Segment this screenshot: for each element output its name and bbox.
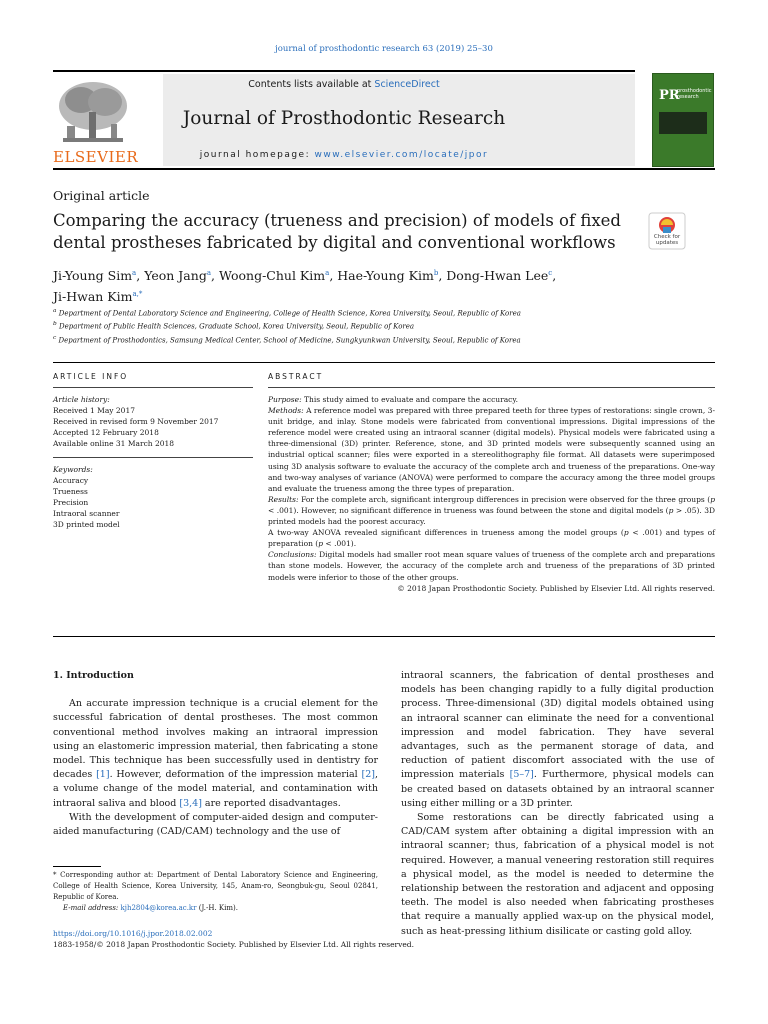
- journal-header: [53, 74, 635, 166]
- keyword: Trueness: [53, 487, 88, 496]
- elsevier-wordmark: ELSEVIER: [53, 148, 139, 166]
- doi-link[interactable]: https://doi.org/10.1016/j.jpor.2018.02.002: [53, 929, 213, 938]
- keyword: Precision: [53, 498, 89, 507]
- article-history: [53, 394, 253, 449]
- keywords: [53, 464, 253, 530]
- intro-paragraph-2-cont: intraoral scanners, the fabrication of dental prostheses and models has been changing rapidly to a fully digital production process. Three-dimensional (3D) digital models obtained using an intraoral scanner can eliminate the need for a conventional impression and model fabrication. They have several advantages, such as the permanent storage of data, and reduction of patient discomfort associated with the use of impression materials [5–7]. Furthermore, physical models can be created based on datasets obtained by an intraoral scanner using either milling or a 3D printer.: [401, 670, 714, 809]
- affiliation: $^c$ Department of Prosthodontics, Samsung Medical Center, School of Medicine, Sungkyunkwan University, Seoul, Republic of Korea: [53, 334, 521, 344]
- abstract-anova: A two-way ANOVA revealed significant differences in trueness among the model groups (p < .001) and types of preparation (p < .001).: [268, 528, 715, 549]
- affiliation: $^a$ Department of Dental Laboratory Science and Engineering, College of Health Science, Korea University, Seoul, Republic of Korea: [53, 308, 521, 318]
- cover-subtitle: prosthodontic research: [677, 88, 712, 100]
- issn-copyright: 1883-1958/© 2018 Japan Prosthodontic Society. Published by Elsevier Ltd. All rights reserved.: [53, 940, 414, 949]
- intro-paragraph-1: An accurate impression technique is a crucial element for the successful fabrication of dental prostheses. The most common conventional method involves making an intraoral impression using an elastomeric impression material, then fabricating a stone model. This technique has been successfully used in dentistry for decades [1]. However, deformation of the impression material [2], a volume change of the model material, and contamination with intraoral saliva and blood [3,4] are reported disadvantages.: [53, 698, 379, 809]
- keyword: Intraoral scanner: [53, 509, 120, 518]
- author-list: [53, 264, 693, 306]
- keyword: 3D printed model: [53, 520, 120, 529]
- crossmark-line2: updates: [655, 240, 679, 246]
- history-label: Article history:: [53, 395, 110, 404]
- doi-block: [53, 928, 414, 950]
- reference-link[interactable]: [1]: [96, 769, 110, 781]
- abstract-heading: ABSTRACT: [268, 372, 324, 381]
- history-item: Received 1 May 2017: [53, 406, 135, 415]
- article-info-heading: ARTICLE INFO: [53, 372, 129, 381]
- history-item: Received in revised form 9 November 2017: [53, 417, 219, 426]
- corresponding-author: * Corresponding author at: Department of Dental Laboratory Science and Engineering, College of Health Science, Korea University, 145, Anam-ro, Seongbuk-gu, Seoul 02841, Republic of Korea.: [53, 871, 378, 901]
- homepage-prefix: journal homepage:: [199, 150, 315, 160]
- article-type: Original article: [53, 188, 150, 203]
- reference-link[interactable]: [3,4]: [179, 797, 202, 809]
- reference-link[interactable]: [5–7]: [509, 769, 534, 781]
- abstract-conclusions: Conclusions: Digital models had smaller root mean square values of trueness of the complete arch and preparations than stone models. However, the accuracy of the complete arch and trueness of the preparations of 3D printed models were inferior to those of the other groups.: [268, 550, 715, 582]
- keywords-label: Keywords:: [53, 465, 93, 474]
- homepage-line: [53, 150, 635, 160]
- author: Ji-Young Sim$^a$,: [53, 268, 145, 284]
- section-rule: [53, 362, 715, 363]
- check-for-updates-button[interactable]: [648, 212, 686, 250]
- abstract-copyright: © 2018 Japan Prosthodontic Society. Published by Elsevier Ltd. All rights reserved.: [397, 583, 715, 593]
- author: Ji-Hwan Kim$^{a,*}$: [53, 289, 143, 305]
- contents-line: [53, 79, 635, 90]
- author: Dong-Hwan Lee$^c$,: [446, 268, 557, 284]
- author: Woong-Chul Kim$^a$,: [218, 268, 338, 284]
- footnote: [53, 870, 378, 914]
- cover-image: [659, 112, 707, 134]
- email-line: E-mail address: kjh2804@korea.ac.kr (J.-H. Kim).: [63, 904, 238, 912]
- abstract-results: Results: For the complete arch, significant intergroup differences in precision were observed for the three groups (p < .001). However, no significant difference in trueness was found between the stone and digital models (p > .05). 3D printed models had the poorest accuracy.: [268, 494, 715, 527]
- sciencedirect-link[interactable]: ScienceDirect: [374, 79, 440, 90]
- intro-heading: 1. Introduction: [53, 670, 134, 681]
- body-column-left: [53, 669, 378, 839]
- abstract-body: [268, 394, 715, 594]
- affiliation: $^b$ Department of Public Health Sciences, Graduate School, Korea University, Seoul, Republic of Korea: [53, 321, 415, 331]
- info-rule: [53, 387, 253, 388]
- intro-paragraph-3: Some restorations can be directly fabricated using a CAD/CAM system after obtaining a digital impression with an intraoral scanner; thus, fabrication of a physical model is not required. However, a manual veneering restoration still requires a physical model, as the model is needed to determine the relationship between the restoration and adjacent and opposing teeth. The model is also needed when fabricating prostheses that require a manually applied wax-up on the physical model, such as heat-pressing lithium disilicate or casting gold alloy.: [401, 812, 714, 937]
- body-column-right: [401, 669, 714, 939]
- reference-link[interactable]: [2]: [361, 769, 375, 781]
- affiliations: [53, 306, 693, 346]
- journal-cover: [652, 73, 714, 167]
- author: Hae-Young Kim$^b$,: [337, 268, 447, 284]
- article-title: Comparing the accuracy (trueness and precision) of models of fixed dental prostheses fabricated by digital and conventional workflows: [53, 211, 621, 252]
- email-link[interactable]: kjh2804@korea.ac.kr: [120, 904, 197, 912]
- info-rule-2: [53, 457, 253, 458]
- history-item: Available online 31 March 2018: [53, 439, 175, 448]
- homepage-link[interactable]: www.elsevier.com/locate/jpor: [314, 150, 489, 160]
- abstract-methods: Methods: A reference model was prepared with three prepared teeth for three types of restorations: single crown, 3-unit bridge, and inlay. Stone models were fabricated from conventional impressions. Digital impressions of the reference model were created using an intraoral scanner (digital models). Physical models were fabricated using a three-dimensional (3D) printer. Reference, stone, and 3D printed models were subsequently scanned using an industrial optical scanner; files were exported in a stereolithography file format. All datasets were superimposed using 3D analysis software to evaluate the accuracy of the complete arch and trueness of the preparations. One-way and two-way analyses of variance (ANOVA) were performed to compare the accuracy among the three model groups and evaluate the trueness among the three types of preparation.: [268, 406, 715, 493]
- keyword: Accuracy: [53, 476, 89, 485]
- intro-paragraph-2: With the development of computer-aided design and computer-aided manufacturing (CAD/CAM) technology and the use of: [53, 811, 378, 838]
- section-rule-2: [53, 636, 715, 637]
- footnote-rule: [53, 866, 101, 867]
- header-bottom-rule: [53, 168, 715, 170]
- history-item: Accepted 12 February 2018: [53, 428, 159, 437]
- abstract-rule: [268, 387, 715, 388]
- journal-title: Journal of Prosthodontic Research: [182, 108, 506, 129]
- contents-prefix: Contents lists available at: [248, 79, 375, 90]
- journal-reference: journal of prosthodontic research 63 (2019) 25–30: [275, 44, 493, 54]
- header-top-rule: [53, 70, 635, 72]
- cover-initials: PR: [659, 88, 680, 103]
- author: Yeon Jang$^a$,: [144, 268, 219, 284]
- crossmark-line1: Check for: [653, 234, 681, 240]
- abstract-purpose: Purpose: This study aimed to evaluate and compare the accuracy.: [268, 395, 519, 404]
